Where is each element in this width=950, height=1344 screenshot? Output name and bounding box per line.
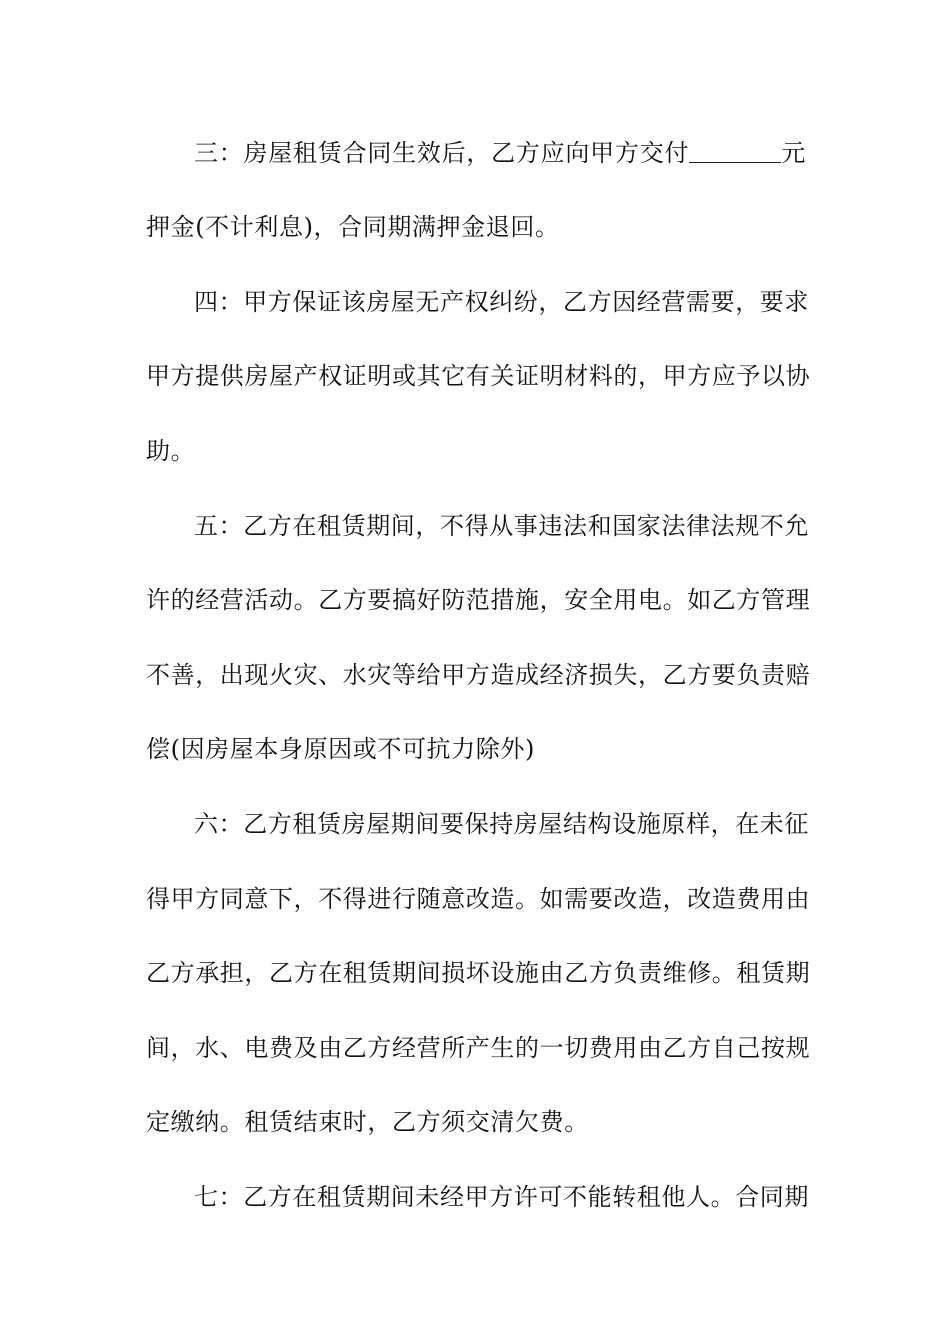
clause-5-line-1: 五：乙方在租赁期间，不得从事违法和国家法律法规不允 — [194, 512, 809, 540]
clause-7-line-1: 七：乙方在租赁期间未经甲方许可不能转租他人。合同期 — [194, 1183, 809, 1211]
clause-6-line-4: 间，水、电费及由乙方经营所产生的一切费用由乙方自己按规 — [146, 1034, 811, 1062]
clause-4-line-2: 甲方提供房屋产权证明或其它有关证明材料的，甲方应予以协 — [146, 362, 811, 390]
clause-5-line-3: 不善，出现火灾、水灾等给甲方造成经济损失，乙方要负责赔 — [146, 661, 811, 689]
clause-6-line-3: 乙方承担，乙方在租赁期间损坏设施由乙方负责维修。租赁期 — [146, 959, 811, 987]
clause-6-line-5: 定缴纳。租赁结束时，乙方须交清欠费。 — [146, 1108, 589, 1136]
clause-5-line-2: 许的经营活动。乙方要搞好防范措施，安全用电。如乙方管理 — [146, 586, 811, 614]
clause-5-line-4: 偿(因房屋本身原因或不可抗力除外) — [146, 735, 535, 763]
clause-3-line-1 — [194, 133, 806, 173]
clause-6-line-1: 六：乙方租赁房屋期间要保持房屋结构设施原样，在未征 — [194, 810, 809, 838]
deposit-amount-blank — [689, 140, 781, 163]
clause-4-line-3: 助。 — [146, 437, 196, 465]
clause-3-text-after-blank: 元 — [781, 139, 806, 167]
clause-6-line-2: 得甲方同意下，不得进行随意改造。如需要改造，改造费用由 — [146, 885, 811, 913]
clause-4-line-1: 四：甲方保证该房屋无产权纠纷，乙方因经营需要，要求 — [194, 288, 809, 316]
clause-3-text-before-blank: 三：房屋租赁合同生效后，乙方应向甲方交付 — [194, 139, 690, 167]
clause-3-line-2: 押金(不计利息)，合同期满押金退回。 — [146, 213, 560, 241]
